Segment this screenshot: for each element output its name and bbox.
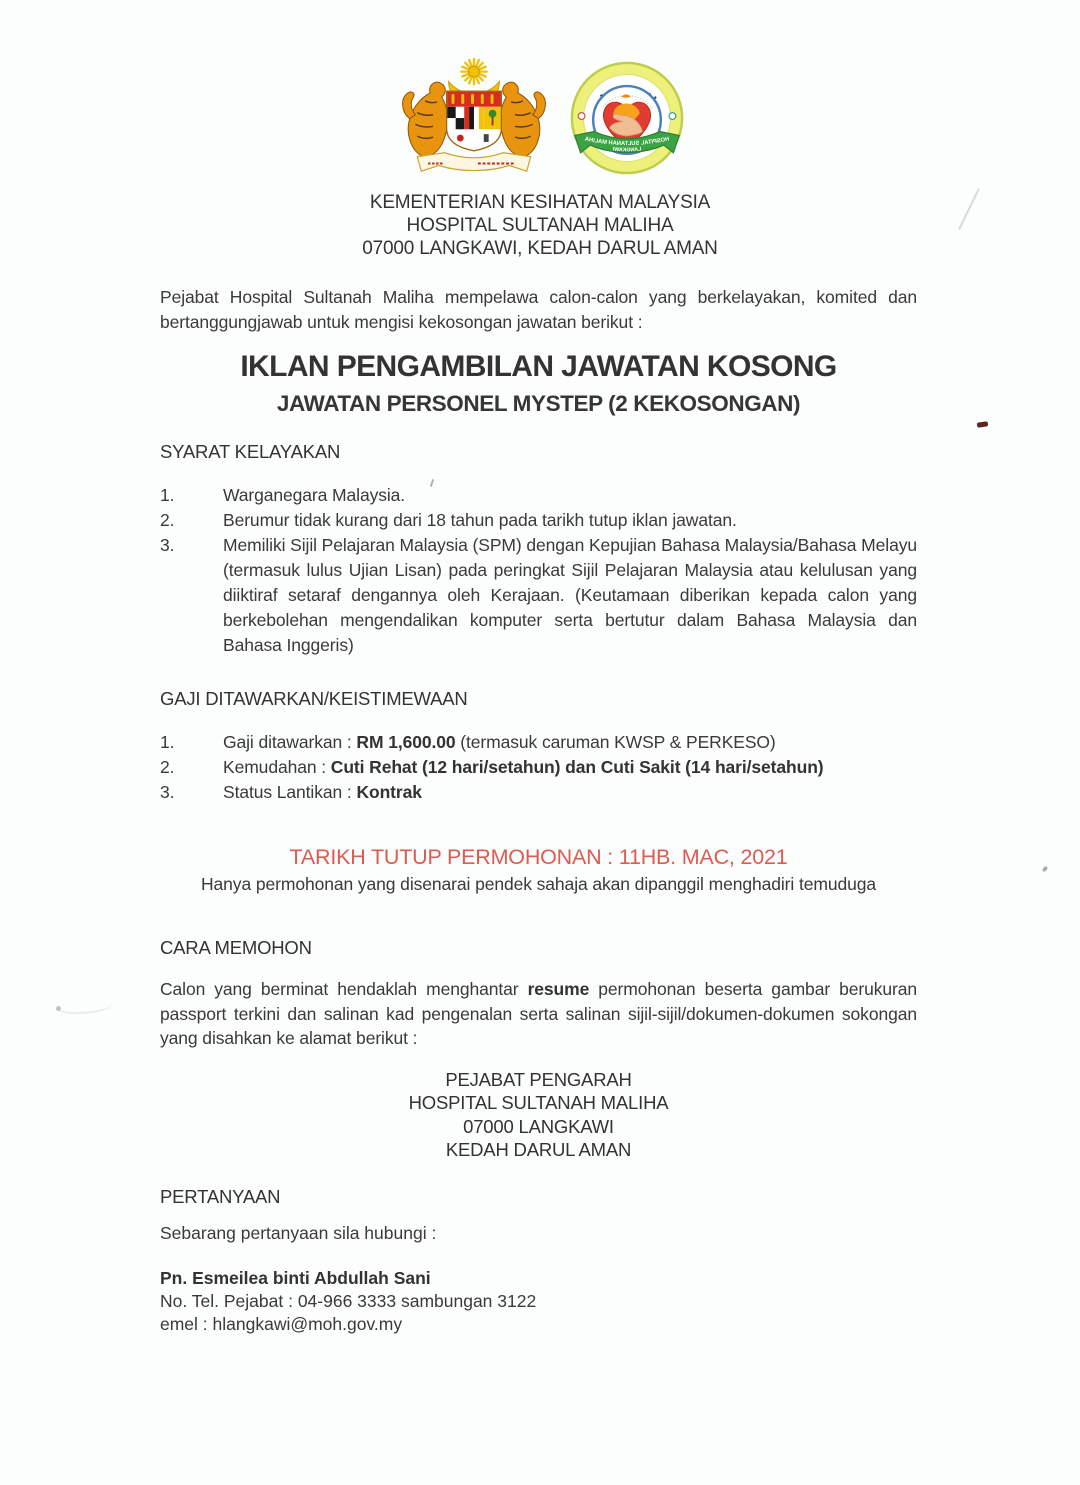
scan-artifact	[977, 421, 989, 427]
document-body	[160, 285, 917, 1336]
cara-paragraph	[160, 977, 917, 1051]
svg-text:LANGKAWI	[612, 146, 642, 153]
gaji-value: RM 1,600.00	[356, 732, 456, 752]
list-text	[223, 780, 917, 805]
list-text	[223, 730, 917, 755]
list-number: 1.	[160, 485, 175, 505]
advert-subtitle: JAWATAN PERSONEL MYSTEP (2 KEKOSONGAN)	[276, 391, 801, 416]
advert-title: IKLAN PENGAMBILAN JAWATAN KOSONG	[240, 350, 837, 383]
contact-name: Pn. Esmeilea binti Abdullah Sani	[160, 1267, 431, 1288]
hospital-address: 07000 LANGKAWI, KEDAH DARUL AMAN	[362, 238, 718, 259]
contact-email: emel : hlangkawi@moh.gov.my	[160, 1313, 403, 1334]
ministry-name: KEMENTERIAN KESIHATAN MALAYSIA	[369, 192, 711, 213]
list-number: 3.	[160, 782, 175, 802]
address-line: KEDAH DARUL AMAN	[445, 1139, 632, 1160]
address-line: HOSPITAL SULTANAH MALIHA	[408, 1092, 669, 1113]
letterhead	[0, 191, 1080, 260]
enquiry-line: Sebarang pertanyaan sila hubungi :	[160, 1222, 437, 1243]
list-text: Berumur tidak kurang dari 18 tahun pada tarikh tutup iklan jawatan.	[223, 510, 737, 530]
address-line: PEJABAT PENGARAH	[445, 1068, 632, 1090]
gaji-label: Gaji ditawarkan	[223, 732, 343, 752]
header-logos	[0, 0, 1080, 183]
intro-paragraph: Pejabat Hospital Sultanah Maliha mempelawa calon-calon yang berkelayakan, komited dan bertanggungjawab untuk mengisi kekosongan jawatan berikut :	[160, 287, 917, 332]
list-item	[160, 755, 917, 780]
section-heading-cara: CARA MEMOHON	[160, 937, 312, 958]
shortlist-note: Hanya permohonan yang disenarai pendek sahaja akan dipanggil menghadiri temuduga	[201, 874, 876, 894]
crest-banner-text-1: HOSPITAL SULTANAH MALIHA	[584, 136, 670, 148]
list-text: Warganegara Malaysia.	[223, 485, 406, 505]
list-item	[160, 508, 917, 533]
gaji-value: Kontrak	[356, 782, 422, 802]
list-item	[160, 533, 917, 658]
cara-bold-word: resume	[527, 979, 590, 999]
list-item	[160, 483, 917, 508]
list-text: Memiliki Sijil Pelajaran Malaysia (SPM) dengan Kepujian Bahasa Malaysia/Bahasa Melayu (termasuk lulus Ujian Lisan) pada peringkat Sijil Pelajaran Malaysia atau kelulusan yang diiktiraf setaraf dengannya oleh Kerajaan. (Keutamaan diberikan kepada calon yang berkebolehan mengendalikan komputer serta bertutur dalam Bahasa Malaysia dan Bahasa Inggeris)	[223, 535, 917, 655]
scan-artifact	[56, 1006, 61, 1011]
hospital-crest-icon	[569, 56, 685, 180]
contact-phone: No. Tel. Pejabat : 04-966 3333 sambungan 3122	[160, 1290, 537, 1311]
section-heading-pertanyaan: PERTANYAAN	[160, 1185, 281, 1207]
gaji-separator: :	[316, 757, 331, 777]
gaji-label: Kemudahan	[223, 757, 317, 777]
section-heading-gaji: GAJI DITAWARKAN/KEISTIMEWAAN	[160, 688, 468, 709]
list-number: 3.	[160, 535, 175, 555]
mailing-address-block	[160, 1068, 917, 1162]
scan-artifact	[1042, 865, 1049, 872]
cara-text: permohonan beserta gambar berukuran passport terkini dan salinan kad pengenalan serta salinan sijil-sijil/dokumen-dokumen sokongan yang disahkan ke alamat berikut :	[160, 979, 917, 1048]
gaji-value: Cuti Rehat (12 hari/setahun) dan Cuti Sakit (14 hari/setahun)	[330, 757, 824, 777]
crest-banner-text-2: LANGKAWI	[612, 146, 642, 154]
list-number: 2.	[160, 510, 175, 530]
syarat-list	[160, 483, 917, 658]
gaji-rest: (termasuk caruman KWSP & PERKESO)	[455, 732, 776, 752]
list-number: 2.	[160, 757, 175, 777]
section-heading-syarat: SYARAT KELAYAKAN	[160, 441, 341, 462]
tiger-right	[500, 82, 545, 157]
gaji-list	[160, 730, 917, 805]
scan-artifact	[54, 996, 112, 1014]
tiger-left	[403, 82, 448, 157]
list-number: 1.	[160, 732, 175, 752]
list-item	[160, 730, 917, 755]
gaji-separator: :	[342, 732, 357, 752]
closing-date-line: TARIKH TUTUP PERMOHONAN : 11HB. MAC, 2021	[289, 845, 788, 869]
malaysia-coat-of-arms-icon	[395, 56, 553, 183]
contact-block	[160, 1267, 917, 1336]
list-text	[223, 755, 917, 780]
hospital-name: HOSPITAL SULTANAH MALIHA	[406, 215, 674, 236]
cara-text: Calon yang berminat hendaklah menghantar	[160, 979, 528, 999]
list-item	[160, 780, 917, 805]
address-line: 07000 LANGKAWI	[463, 1115, 614, 1137]
gaji-separator: :	[342, 782, 357, 802]
gaji-label: Status Lantikan	[223, 782, 343, 802]
